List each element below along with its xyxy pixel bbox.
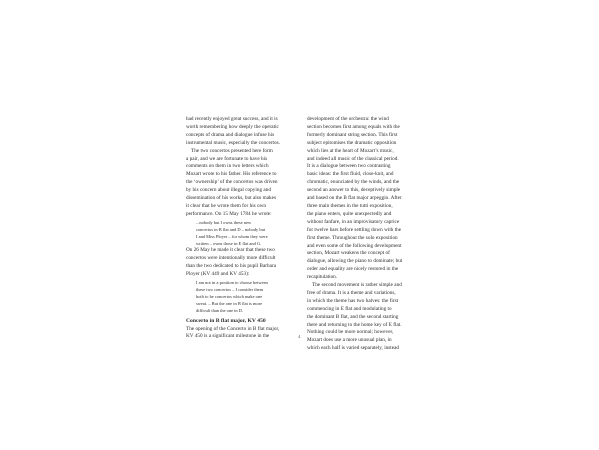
text-line: and indeed all music of the classical period. — [307, 155, 399, 162]
letter-quote-2 — [186, 279, 304, 314]
text-line: dissemination of his works, but also makes — [186, 195, 277, 202]
section-heading: Concerto in B flat major, KV 450 — [186, 318, 266, 325]
text-line: dialogue, allowing the piano to dominate; but — [307, 258, 403, 265]
text-line: than the two dedicated to his pupil Barbara — [186, 262, 277, 269]
text-line: Mozart does use a more unusual plan, in — [307, 337, 392, 344]
text-line: subject epitomises the dramatic opposition — [307, 139, 397, 146]
text-line: free of drama. It is a theme and variations, — [307, 289, 396, 296]
quote-line: difficult than the one in D. — [196, 308, 244, 314]
left-para-1 — [186, 116, 304, 148]
quote-line: sweat. – But the one in B flat is more — [196, 301, 263, 307]
text-line: worth remembering how deeply the operatic — [186, 123, 279, 130]
text-line: section, Mozart weakens the concept of — [307, 250, 390, 257]
page-number: 4 — [298, 334, 301, 339]
text-line: It is a dialogue between two contrasting — [307, 163, 391, 170]
right-column — [307, 116, 413, 353]
quote-line: ...nobody but I owns these new — [196, 219, 252, 225]
text-line: which each half is varied separately, instead — [307, 345, 400, 352]
right-para-1 — [307, 116, 413, 282]
text-line: it clear that he wrote them for his own — [186, 202, 267, 209]
quote-line: I and Miss Ployer – for whom they were — [196, 233, 268, 239]
text-line: had recently enjoyed great success, and it is — [186, 116, 278, 122]
left-para-4 — [186, 326, 304, 342]
quote-line: both to be concertos which make one — [196, 293, 263, 299]
text-line: there and returning to the home key of E flat. — [307, 321, 402, 328]
text-line: The opening of the Concerto in B flat major, — [186, 325, 280, 332]
text-line: second an answer to this, deceptively simple — [307, 187, 401, 194]
text-line: the ‘ownership’ of the concertos was driven — [186, 179, 278, 186]
text-line: basic ideas: the first fluid, close-knit, and — [307, 171, 394, 178]
quote-line: these two concertos – I consider them — [196, 286, 264, 292]
text-line: commencing in E flat and modulating to — [307, 305, 392, 312]
text-line: without fanfare, in an improvisatory caprice — [307, 218, 400, 225]
text-line: comments on them in two letters which — [186, 163, 269, 170]
text-line: section becomes first among equals with the — [307, 123, 400, 130]
text-line: concertos were intentionally more difficult — [186, 255, 276, 262]
text-line: The two concertos presented here form — [191, 147, 273, 154]
text-line: On 26 May he made it clear that these two — [186, 247, 275, 254]
quote-line: concertos in B flat and D – nobody but — [196, 226, 266, 232]
text-line: the piano enters, quite unexpectedly and — [307, 210, 392, 217]
text-line: Mozart wrote to his father. His reference to — [186, 171, 277, 178]
text-line: Nothing could be more normal; however, — [307, 329, 394, 336]
text-line: performance. On 15 May 1784 he wrote: — [186, 210, 272, 217]
text-line: recapitulation. — [307, 274, 338, 281]
quote-line: written – owns those in E flat and G. — [196, 241, 262, 247]
text-line: The second movement is rather simple and — [312, 282, 402, 289]
text-line: concepts of drama and dialogue infuse his — [186, 131, 275, 138]
text-line: development of the orchestra: the wind — [307, 116, 389, 122]
letter-quote-1 — [186, 219, 304, 247]
text-line: formerly dominant string section. This first — [307, 131, 398, 138]
quote-line: I am not in a position to choose between — [196, 279, 268, 285]
text-line: the dominant B flat, and the second starting — [307, 313, 399, 320]
text-line: which lies at the heart of Mozart’s music, — [307, 147, 394, 154]
text-line: first theme. Throughout the solo exposition — [307, 234, 398, 241]
right-para-2 — [307, 282, 413, 353]
text-line: three main themes in the tutti exposition, — [307, 202, 393, 209]
text-line: instrumental music, especially the concertos. — [186, 139, 280, 146]
text-line: a pair, and we are fortunate to have his — [186, 155, 268, 162]
text-line: KV 450 is a significant milestone in the — [186, 333, 270, 340]
text-line: and based on the B flat major arpeggio. After — [307, 195, 402, 202]
text-line: Ployer (KV 449 and KV 453): — [186, 270, 250, 277]
left-para-3 — [186, 247, 304, 279]
text-line: by his concern about illegal copying and — [186, 187, 271, 194]
text-line: chromatic, enunciated by the winds, and the — [307, 179, 400, 186]
left-column — [186, 116, 304, 341]
text-line: in which the theme has two halves: the first — [307, 297, 399, 304]
text-line: and even some of the following development — [307, 242, 402, 249]
text-line: order and equality are nicely restored in the — [307, 266, 399, 273]
left-para-2 — [186, 148, 304, 219]
text-line: for twelve bars before settling down with the — [307, 226, 402, 233]
